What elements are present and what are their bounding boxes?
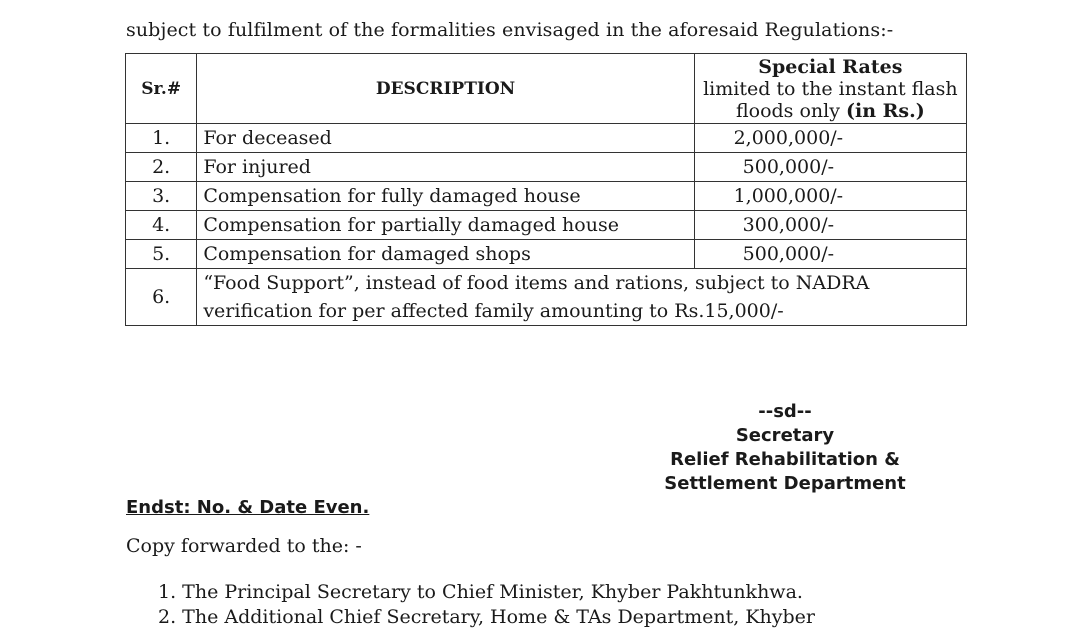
signature-dept-line1: Relief Rehabilitation & <box>670 449 900 470</box>
row-food-support-description <box>197 269 967 326</box>
row-description: Compensation for damaged shops <box>197 240 694 269</box>
signature-dept-line2: Settlement Department <box>664 473 906 494</box>
row-food-support-line1: “Food Support”, instead of food items and rations, subject to NADRA <box>203 272 870 294</box>
table-row <box>126 153 967 182</box>
intro-text: subject to fulfilment of the formalities envisaged in the aforesaid Regulations:- <box>126 19 894 41</box>
table-header-row <box>126 54 967 124</box>
header-description: DESCRIPTION <box>197 54 694 124</box>
table-row <box>126 182 967 211</box>
row-sr: 6. <box>126 269 197 326</box>
endorsement-heading: Endst: No. & Date Even. <box>126 497 370 518</box>
list-item: 1. The Principal Secretary to Chief Minister, Khyber Pakhtunkhwa. <box>158 581 803 603</box>
table-row <box>126 240 967 269</box>
row-rate: 2,000,000/- <box>694 124 966 153</box>
row-sr: 2. <box>126 153 197 182</box>
copy-forwarded-text: Copy forwarded to the: - <box>126 535 362 557</box>
row-sr: 5. <box>126 240 197 269</box>
row-description: Compensation for partially damaged house <box>197 211 694 240</box>
header-rate-unit: (in Rs.) <box>846 100 925 122</box>
header-rate <box>694 54 966 124</box>
row-rate: 300,000/- <box>694 211 966 240</box>
row-rate: 500,000/- <box>694 240 966 269</box>
list-item: 2. The Additional Chief Secretary, Home & TAs Department, Khyber <box>158 606 816 628</box>
row-sr: 3. <box>126 182 197 211</box>
row-sr: 1. <box>126 124 197 153</box>
signature-sd: --sd-- <box>758 401 812 422</box>
table-row <box>126 124 967 153</box>
row-description: For injured <box>197 153 694 182</box>
recipient-list <box>158 580 948 630</box>
row-food-support-line2: verification for per affected family amounting to Rs.15,000/- <box>203 300 784 322</box>
table-row <box>126 211 967 240</box>
compensation-table <box>125 53 967 326</box>
header-rate-title: Special Rates <box>758 56 903 78</box>
table-row-food-support <box>126 269 967 326</box>
row-description: Compensation for fully damaged house <box>197 182 694 211</box>
header-rate-sub: limited to the instant flash floods only <box>703 78 958 122</box>
header-rate-subtitle <box>699 78 962 122</box>
row-description: For deceased <box>197 124 694 153</box>
row-rate: 500,000/- <box>694 153 966 182</box>
row-rate: 1,000,000/- <box>694 182 966 211</box>
header-sr: Sr.# <box>126 54 197 124</box>
signature-title: Secretary <box>735 425 835 446</box>
row-sr: 4. <box>126 211 197 240</box>
